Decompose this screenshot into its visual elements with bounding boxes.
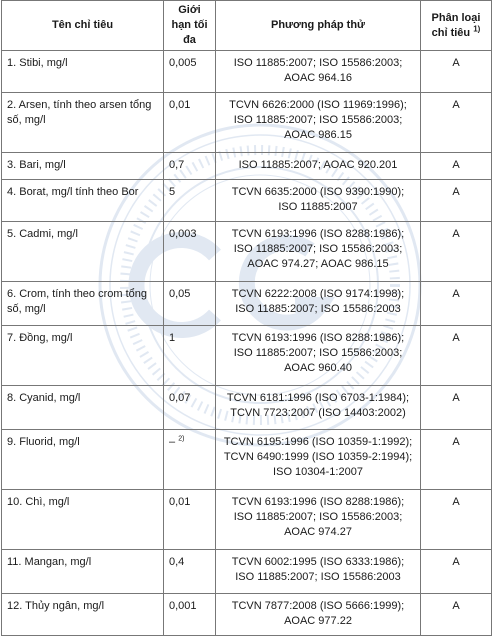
indicator-class: A — [421, 550, 492, 594]
test-method — [216, 430, 421, 490]
test-method-line: ISO 11885:2007; ISO 15586:2003; — [233, 511, 403, 523]
test-method — [216, 282, 421, 326]
test-method-line: ISO 11885:2007; ISO 15586:2003; — [233, 114, 403, 126]
indicator-name: 8. Cyanid, mg/l — [2, 386, 164, 430]
table-row — [2, 51, 492, 93]
col-header-class-footnote: 1) — [473, 23, 481, 33]
indicator-class: A — [421, 490, 492, 550]
test-method-line: TCVN 6181:1996 (ISO 6703-1:1984); — [226, 392, 410, 404]
max-limit-value: 0,4 — [169, 556, 185, 568]
max-limit — [164, 386, 216, 430]
test-method-line: AOAC 974.27; AOAC 986.15 — [247, 258, 389, 270]
max-limit — [164, 326, 216, 386]
test-method — [216, 51, 421, 93]
table-row — [2, 222, 492, 282]
test-method — [216, 490, 421, 550]
test-method-line: ISO 11885:2007; ISO 15586:2003 — [235, 303, 401, 315]
col-header-class — [421, 1, 492, 51]
table-row — [2, 282, 492, 326]
indicator-class: A — [421, 222, 492, 282]
test-method — [216, 594, 421, 636]
col-header-name: Tên chỉ tiêu — [2, 1, 164, 51]
indicator-class: A — [421, 153, 492, 180]
test-method-line: ISO 10304-1:2007 — [273, 466, 363, 478]
test-method — [216, 550, 421, 594]
table-row — [2, 153, 492, 180]
table-row — [2, 550, 492, 594]
test-method-line: TCVN 6193:1996 (ISO 8288:1986); — [231, 496, 405, 508]
test-method-line: ISO 11885:2007 — [278, 201, 358, 213]
test-method-line: TCVN 7723:2007 (ISO 14403:2002) — [230, 407, 406, 419]
standards-table — [1, 0, 492, 636]
max-limit — [164, 430, 216, 490]
test-method-line: TCVN 6490:1999 (ISO 10359-2:1994); — [223, 451, 413, 463]
test-method-line: TCVN 6195:1996 (ISO 10359-1:1992); — [223, 436, 413, 448]
test-method-line: TCVN 6626:2000 (ISO 11969:1996); — [229, 99, 407, 111]
test-method — [216, 93, 421, 153]
max-limit-value: – — [169, 436, 176, 448]
max-limit — [164, 93, 216, 153]
max-limit — [164, 282, 216, 326]
indicator-name: 1. Stibi, mg/l — [2, 51, 164, 93]
max-limit-value: 0,7 — [169, 159, 185, 171]
max-limit — [164, 180, 216, 222]
max-limit-value: 0,01 — [169, 99, 191, 111]
max-limit — [164, 222, 216, 282]
max-limit-value: 0,01 — [169, 496, 191, 508]
table-row — [2, 93, 492, 153]
test-method-line: AOAC 977.22 — [284, 615, 352, 627]
max-limit — [164, 550, 216, 594]
test-method-line: ISO 11885:2007; AOAC 920.201 — [238, 159, 398, 171]
test-method-line: TCVN 6193:1996 (ISO 8288:1986); — [231, 332, 405, 344]
test-method-line: TCVN 6635:2000 (ISO 9390:1990); — [231, 186, 405, 198]
col-header-class-text: Phân loại chỉ tiêu — [431, 11, 481, 39]
test-method — [216, 222, 421, 282]
max-limit-value: 0,005 — [169, 57, 197, 69]
test-method-line: ISO 11885:2007; ISO 15586:2003; — [233, 243, 403, 255]
indicator-class: A — [421, 180, 492, 222]
indicator-class: A — [421, 93, 492, 153]
indicator-name: 2. Arsen, tính theo arsen tổng số, mg/l — [2, 93, 164, 153]
test-method — [216, 326, 421, 386]
indicator-name: 5. Cadmi, mg/l — [2, 222, 164, 282]
test-method-line: AOAC 986.15 — [284, 129, 352, 141]
indicator-name: 6. Crom, tính theo crom tổng số, mg/l — [2, 282, 164, 326]
test-method — [216, 153, 421, 180]
max-limit — [164, 153, 216, 180]
table-body — [2, 51, 492, 636]
max-limit-value: 1 — [169, 332, 176, 344]
test-method-line: AOAC 960.40 — [284, 362, 352, 374]
indicator-name: 10. Chì, mg/l — [2, 490, 164, 550]
table-row — [2, 386, 492, 430]
col-header-limit: Giới hạn tối đa — [164, 1, 216, 51]
table-row — [2, 180, 492, 222]
indicator-class: A — [421, 51, 492, 93]
test-method-line: AOAC 974.27 — [284, 526, 352, 538]
table-row — [2, 490, 492, 550]
indicator-class: A — [421, 282, 492, 326]
indicator-class: A — [421, 430, 492, 490]
indicator-name: 3. Bari, mg/l — [2, 153, 164, 180]
table-row — [2, 430, 492, 490]
indicator-name: 7. Đồng, mg/l — [2, 326, 164, 386]
max-limit-value: 0,003 — [169, 228, 197, 240]
table-row — [2, 594, 492, 636]
indicator-name: 12. Thủy ngân, mg/l — [2, 594, 164, 636]
max-limit-footnote: 2) — [178, 435, 185, 443]
max-limit — [164, 51, 216, 93]
indicator-class: A — [421, 594, 492, 636]
max-limit-value: 0,07 — [169, 392, 191, 404]
test-method-line: ISO 11885:2007; ISO 15586:2003; — [233, 57, 403, 69]
indicator-name: 11. Mangan, mg/l — [2, 550, 164, 594]
table-row — [2, 326, 492, 386]
test-method — [216, 180, 421, 222]
test-method-line: TCVN 7877:2008 (ISO 5666:1999); — [231, 600, 405, 612]
table-header-row — [2, 1, 492, 51]
indicator-class: A — [421, 326, 492, 386]
indicator-name: 4. Borat, mg/l tính theo Bor — [2, 180, 164, 222]
test-method-line: TCVN 6002:1995 (ISO 6333:1986); — [231, 556, 405, 568]
test-method-line: TCVN 6222:2008 (ISO 9174:1998); — [231, 288, 405, 300]
test-method-line: TCVN 6193:1996 (ISO 8288:1986); — [231, 228, 405, 240]
max-limit — [164, 594, 216, 636]
max-limit — [164, 490, 216, 550]
indicator-class: A — [421, 386, 492, 430]
max-limit-value: 0,05 — [169, 288, 191, 300]
test-method-line: ISO 11885:2007; ISO 15586:2003 — [235, 571, 401, 583]
col-header-method: Phương pháp thử — [216, 1, 421, 51]
test-method-line: ISO 11885:2007; ISO 15586:2003; — [233, 347, 403, 359]
indicator-name: 9. Fluorid, mg/l — [2, 430, 164, 490]
max-limit-value: 0,001 — [169, 600, 197, 612]
test-method — [216, 386, 421, 430]
max-limit-value: 5 — [169, 186, 176, 198]
test-method-line: AOAC 964.16 — [284, 72, 352, 84]
